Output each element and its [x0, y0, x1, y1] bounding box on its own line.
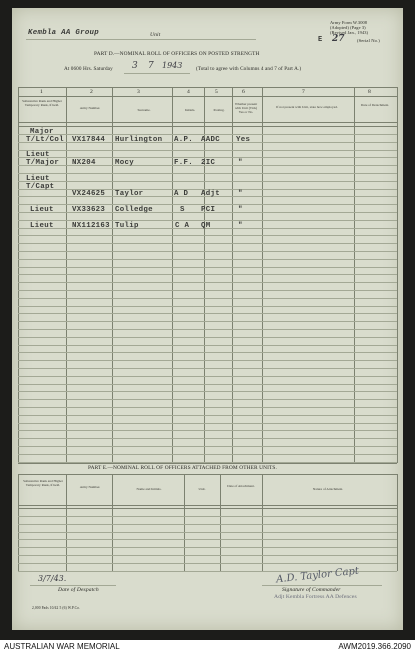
row-1-rank-sub: Major	[30, 128, 54, 136]
part-d-ruled-line	[18, 243, 397, 244]
date-month: 7	[148, 61, 154, 71]
part-d-ruled-line	[18, 345, 397, 346]
header-surname: Surname.	[137, 108, 151, 112]
part-d-ruled-line	[18, 290, 397, 291]
part-d-ruled-line	[18, 415, 397, 416]
row-4-present: "	[238, 206, 243, 214]
row-5-surname: Tulip	[115, 222, 139, 230]
part-e-title: PART E.—NOMINAL ROLL OF OFFICERS ATTACHED FROM OTHER UNITS.	[88, 465, 277, 471]
row-3-rank: T/Capt	[26, 183, 55, 191]
part-e-ruled-line	[18, 555, 397, 556]
part-d-ruled-line	[18, 446, 397, 447]
part-d-ruled-line	[18, 399, 397, 400]
part-e-ruled-line	[18, 532, 397, 533]
row-4-army-number: VX33623	[72, 206, 106, 214]
row-2-present: "	[238, 159, 243, 167]
part-e-ruled-line	[18, 547, 397, 548]
part-d-title: PART D.—NOMINAL ROLL OF OFFICERS ON POSTED STRENGTH	[94, 51, 260, 57]
row-1-present: Yes	[236, 136, 251, 144]
date-year: 1943	[162, 61, 183, 70]
serial-prefix: E	[318, 36, 323, 44]
date-prefix: At 0600 Hrs. Saturday	[64, 66, 113, 72]
row-5-rank: Lieut	[30, 222, 54, 230]
row-1-initials: A.P.	[174, 136, 193, 144]
part-e-ruled-line	[18, 516, 397, 517]
row-4-initials: S	[180, 206, 185, 214]
part-d-ruled-line	[18, 282, 397, 283]
unit-name-typed: Kembla AA Group	[28, 29, 100, 37]
e-header-rank: Substantive Rank and Higher Temporary Rank, if held.	[23, 479, 63, 487]
part-d-ruled-line	[18, 430, 397, 431]
header-rank: Substantive Rank and Higher Temporary Rank, if held.	[22, 99, 62, 107]
date-suffix: (Total to agree with Columns 4 and 7 of Part A.)	[196, 66, 302, 72]
e-header-attachment-date: Date of Attachment.	[227, 484, 255, 488]
form-sheet	[12, 8, 403, 630]
row-2-posting: 2IC	[201, 159, 216, 167]
part-d-ruled-line	[18, 321, 397, 322]
handwritten-signature: A.D. Taylor Capt	[275, 565, 360, 586]
part-e-column-divider	[262, 474, 263, 571]
part-e-column-divider	[66, 474, 67, 571]
part-d-column-divider	[397, 87, 398, 463]
signature-title: Adjt Kembla Fortress AA Defences	[274, 594, 357, 600]
army-form-no: Army Form W.3008	[330, 20, 368, 25]
table-bottom-border	[18, 463, 397, 464]
header-employment: If not present with Unit, state how employed.	[276, 105, 338, 109]
e-header-unit: Unit.	[198, 487, 206, 491]
col-num-6: 6	[242, 89, 245, 95]
part-d-ruled-line	[18, 157, 397, 158]
part-d-ruled-line	[18, 235, 397, 236]
caption-left: AUSTRALIAN WAR MEMORIAL	[4, 642, 120, 651]
part-e-column-divider	[397, 474, 398, 571]
row-5-army-number: NX112163	[72, 222, 110, 230]
column-number-divider	[18, 96, 397, 97]
col-num-1: 1	[40, 89, 43, 95]
row-3-posting: Adjt	[201, 190, 220, 198]
col-num-2: 2	[90, 89, 93, 95]
row-4-surname: Colledge	[115, 206, 153, 214]
row-3-surname: Taylor	[115, 190, 144, 198]
header-double-border	[18, 126, 397, 127]
row-2-initials: F.F.	[174, 159, 193, 167]
despatch-label: Date of Despatch	[58, 587, 99, 593]
header-posting: Posting.	[213, 108, 225, 112]
signature-label: Signature of Commander	[282, 587, 341, 593]
part-e-header-double	[18, 508, 397, 509]
part-e-column-divider	[112, 474, 113, 571]
row-2-rank: T/Major	[26, 159, 60, 167]
part-d-ruled-line	[18, 407, 397, 408]
part-d-ruled-line	[18, 384, 397, 385]
row-2-surname: Mocy	[115, 159, 134, 167]
row-5-present: "	[238, 222, 243, 230]
despatch-date: 3/7/43.	[38, 574, 67, 583]
part-d-ruled-line	[18, 376, 397, 377]
col-num-5: 5	[215, 89, 218, 95]
part-d-ruled-line	[18, 423, 397, 424]
part-d-ruled-line	[18, 267, 397, 268]
part-d-ruled-line	[18, 298, 397, 299]
part-d-ruled-line	[18, 337, 397, 338]
row-3-army-number: VX24625	[72, 190, 106, 198]
part-d-ruled-line	[18, 134, 397, 135]
part-d-ruled-line	[18, 259, 397, 260]
row-1-surname: Hurlington	[115, 136, 163, 144]
row-5-posting: QM	[201, 222, 211, 230]
part-d-ruled-line	[18, 352, 397, 353]
serial-label: (Serial No.)	[357, 38, 380, 43]
col-num-4: 4	[187, 89, 190, 95]
serial-number: 27	[332, 34, 345, 44]
part-d-ruled-line	[18, 368, 397, 369]
col-num-3: 3	[137, 89, 140, 95]
row-3-present: "	[238, 190, 243, 198]
header-present: Whether present with Unit (Tick) Yes or No.	[234, 102, 258, 114]
header-army-number: Army Number.	[79, 106, 101, 110]
unit-label: Unit	[150, 32, 161, 38]
part-d-ruled-line	[18, 274, 397, 275]
part-d-ruled-line	[18, 150, 397, 151]
part-e-ruled-line	[18, 524, 397, 525]
header-detachment: Date of Detachment.	[360, 103, 390, 107]
row-4-posting: PCI	[201, 206, 216, 214]
part-d-ruled-line	[18, 204, 397, 205]
signature-underline	[262, 585, 382, 586]
e-header-name: Name and Initials.	[136, 487, 162, 491]
part-d-ruled-line	[18, 251, 397, 252]
header-bottom-border	[18, 122, 397, 123]
unit-underline	[26, 39, 256, 40]
col-num-8: 8	[368, 89, 371, 95]
part-d-ruled-line	[18, 391, 397, 392]
part-d-ruled-line	[18, 329, 397, 330]
part-d-ruled-line	[18, 306, 397, 307]
despatch-underline	[30, 585, 116, 586]
part-d-ruled-line	[18, 313, 397, 314]
table-top-border	[18, 87, 397, 88]
row-4-rank: Lieut	[30, 206, 54, 214]
part-d-ruled-line	[18, 438, 397, 439]
part-d-ruled-line	[18, 173, 397, 174]
revised-note: (Revised Jan., 1943)	[330, 30, 369, 35]
part-e-top-border	[18, 474, 397, 475]
adopted-note: (Adopted) (Page 3)	[330, 25, 366, 30]
part-e-ruled-line	[18, 563, 397, 564]
date-day: 3	[132, 61, 138, 71]
archive-caption	[0, 640, 415, 653]
row-2-rank-sub: Lieut	[26, 151, 50, 159]
date-underline	[124, 73, 190, 74]
part-e-column-divider	[220, 474, 221, 571]
part-d-ruled-line	[18, 181, 397, 182]
part-d-ruled-line	[18, 220, 397, 221]
row-1-army-number: VX17844	[72, 136, 106, 144]
row-1-posting: AADC	[201, 136, 220, 144]
part-e-header-bottom	[18, 505, 397, 506]
printer-note: 2,000 Pads 10/42 5 (6) W.P.Co.	[32, 606, 81, 610]
part-d-ruled-line	[18, 360, 397, 361]
row-2-army-number: NX204	[72, 159, 96, 167]
row-1-rank: T/Lt/Col	[26, 136, 64, 144]
e-header-nature: Nature of Attachment.	[312, 487, 344, 491]
header-initials: Initials.	[184, 108, 196, 112]
col-num-7: 7	[302, 89, 305, 95]
part-e-ruled-line	[18, 539, 397, 540]
row-5-initials: C A	[175, 222, 190, 230]
part-e-column-divider	[18, 474, 19, 571]
row-3-initials: A D	[174, 190, 189, 198]
row-3-rank-sub: Lieut	[26, 175, 50, 183]
part-d-ruled-line	[18, 462, 397, 463]
part-d-ruled-line	[18, 454, 397, 455]
e-header-army-number: Army Number.	[79, 485, 101, 489]
caption-right: AWM2019.366.2090	[338, 642, 411, 651]
